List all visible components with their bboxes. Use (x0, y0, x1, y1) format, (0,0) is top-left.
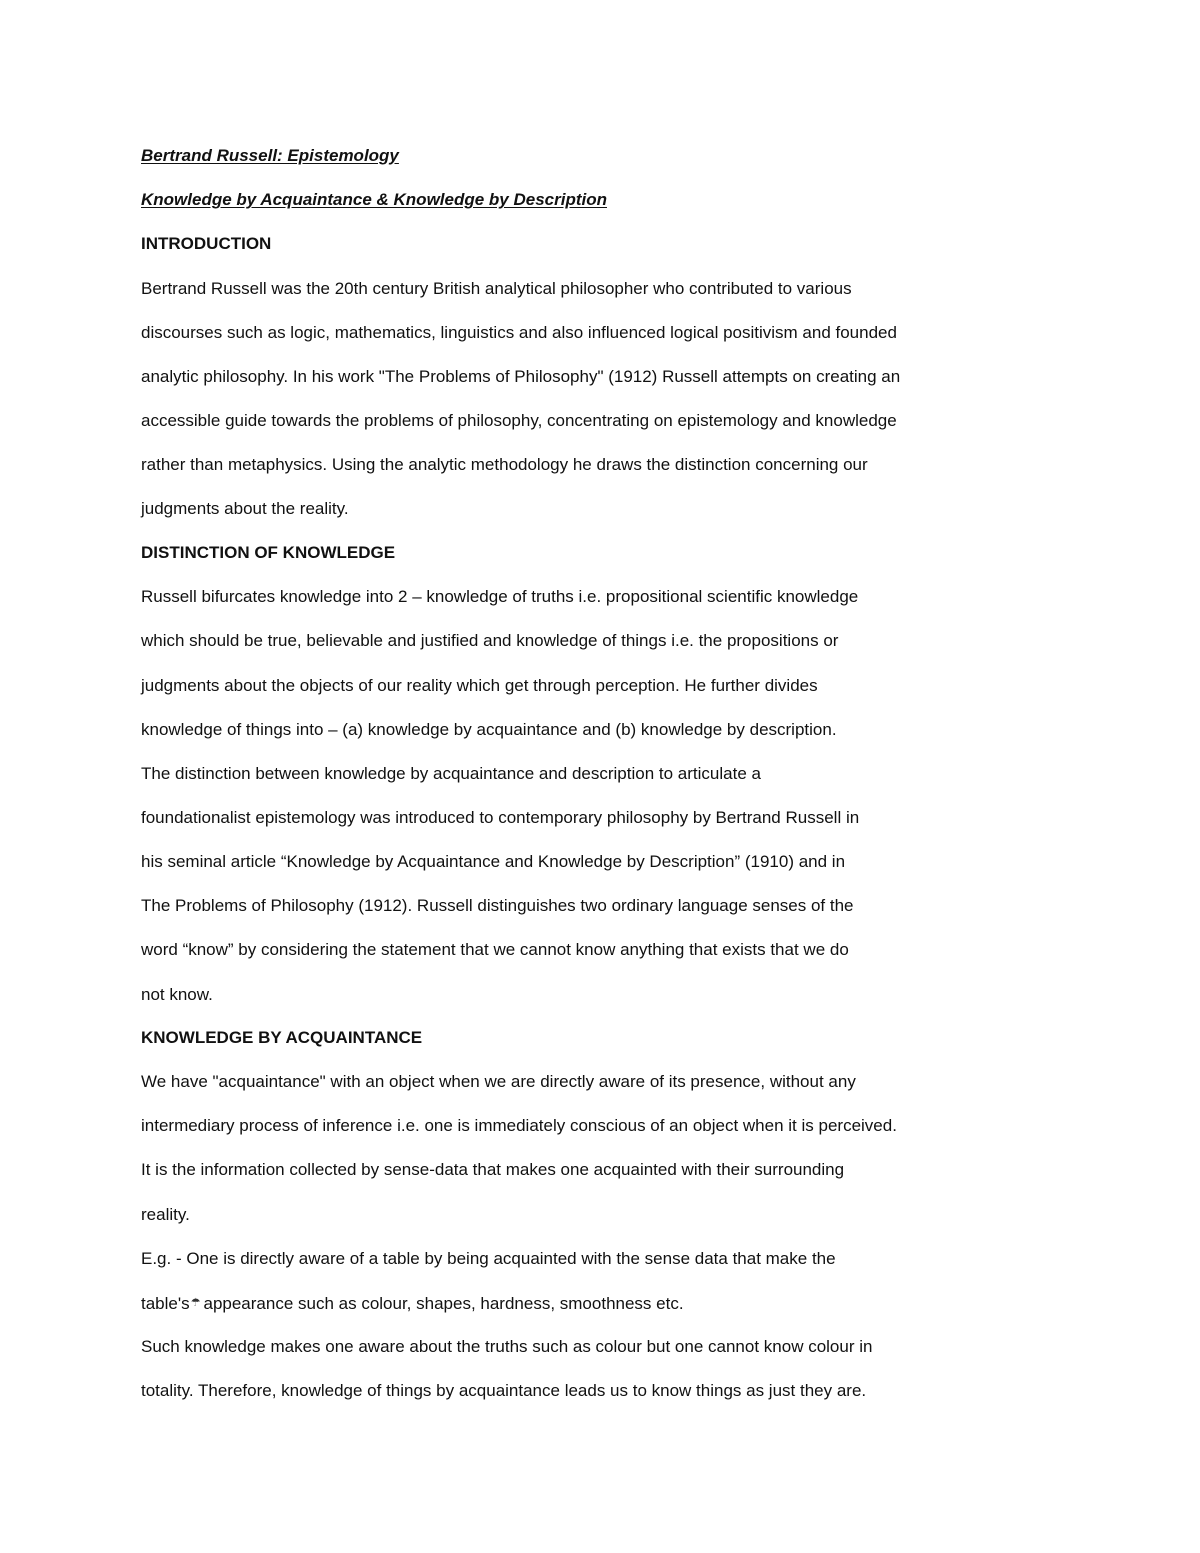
document-title: Bertrand Russell: Epistemology (141, 146, 399, 165)
section-heading-distinction: DISTINCTION OF KNOWLEDGE (141, 543, 396, 562)
paragraph-line: The Problems of Philosophy (1912). Russell distinguishes two ordinary language senses of the (141, 896, 854, 915)
paragraph-line: Such knowledge makes one aware about the truths such as colour but one cannot know colour in (141, 1337, 873, 1356)
paragraph-line: discourses such as logic, mathematics, linguistics and also influenced logical positivism and founded (141, 323, 897, 342)
paragraph-line: judgments about the reality. (141, 499, 349, 518)
paragraph-line: foundationalist epistemology was introduced to contemporary philosophy by Bertrand Russell in (141, 808, 860, 827)
paragraph-line: accessible guide towards the problems of philosophy, concentrating on epistemology and knowledge (141, 411, 897, 430)
paragraph-line: Russell bifurcates knowledge into 2 – knowledge of truths i.e. propositional scientific knowledge (141, 587, 859, 606)
paragraph-line: knowledge of things into – (a) knowledge by acquaintance and (b) knowledge by description. (141, 720, 837, 739)
paragraph-line: rather than metaphysics. Using the analytic methodology he draws the distinction concerning our (141, 455, 868, 474)
paragraph-line: not know. (141, 985, 213, 1004)
umbrella-icon: ☂ (190, 1297, 201, 1309)
paragraph-line: word “know” by considering the statement that we cannot know anything that exists that we do (141, 940, 849, 959)
paragraph-line-part: table's (141, 1294, 190, 1313)
paragraph-line: intermediary process of inference i.e. one is immediately conscious of an object when it is perceived. (141, 1116, 897, 1135)
paragraph-line: which should be true, believable and justified and knowledge of things i.e. the propositions or (141, 631, 839, 650)
paragraph-line-part: appearance such as colour, shapes, hardness, smoothness etc. (203, 1294, 684, 1313)
paragraph-line: The distinction between knowledge by acquaintance and description to articulate a (141, 764, 761, 783)
paragraph-line: Bertrand Russell was the 20th century British analytical philosopher who contributed to various (141, 279, 852, 298)
paragraph-line: analytic philosophy. In his work "The Problems of Philosophy" (1912) Russell attempts on creating an (141, 367, 901, 386)
document-subtitle: Knowledge by Acquaintance & Knowledge by Description (141, 190, 607, 209)
paragraph-line: judgments about the objects of our reality which get through perception. He further divides (141, 676, 818, 695)
paragraph-line: his seminal article “Knowledge by Acquaintance and Knowledge by Description” (1910) and in (141, 852, 846, 871)
paragraph-line: reality. (141, 1205, 190, 1224)
paragraph-line: It is the information collected by sense-data that makes one acquainted with their surrounding (141, 1160, 845, 1179)
paragraph-line: totality. Therefore, knowledge of things by acquaintance leads us to know things as just they are. (141, 1381, 867, 1400)
paragraph-line: We have "acquaintance" with an object when we are directly aware of its presence, without any (141, 1072, 856, 1091)
paragraph-line-with-symbol (141, 1292, 1041, 1315)
section-heading-acquaintance: KNOWLEDGE BY ACQUAINTANCE (141, 1028, 423, 1047)
section-heading-introduction: INTRODUCTION (141, 234, 272, 253)
paragraph-line: E.g. - One is directly aware of a table by being acquainted with the sense data that make the (141, 1249, 836, 1268)
